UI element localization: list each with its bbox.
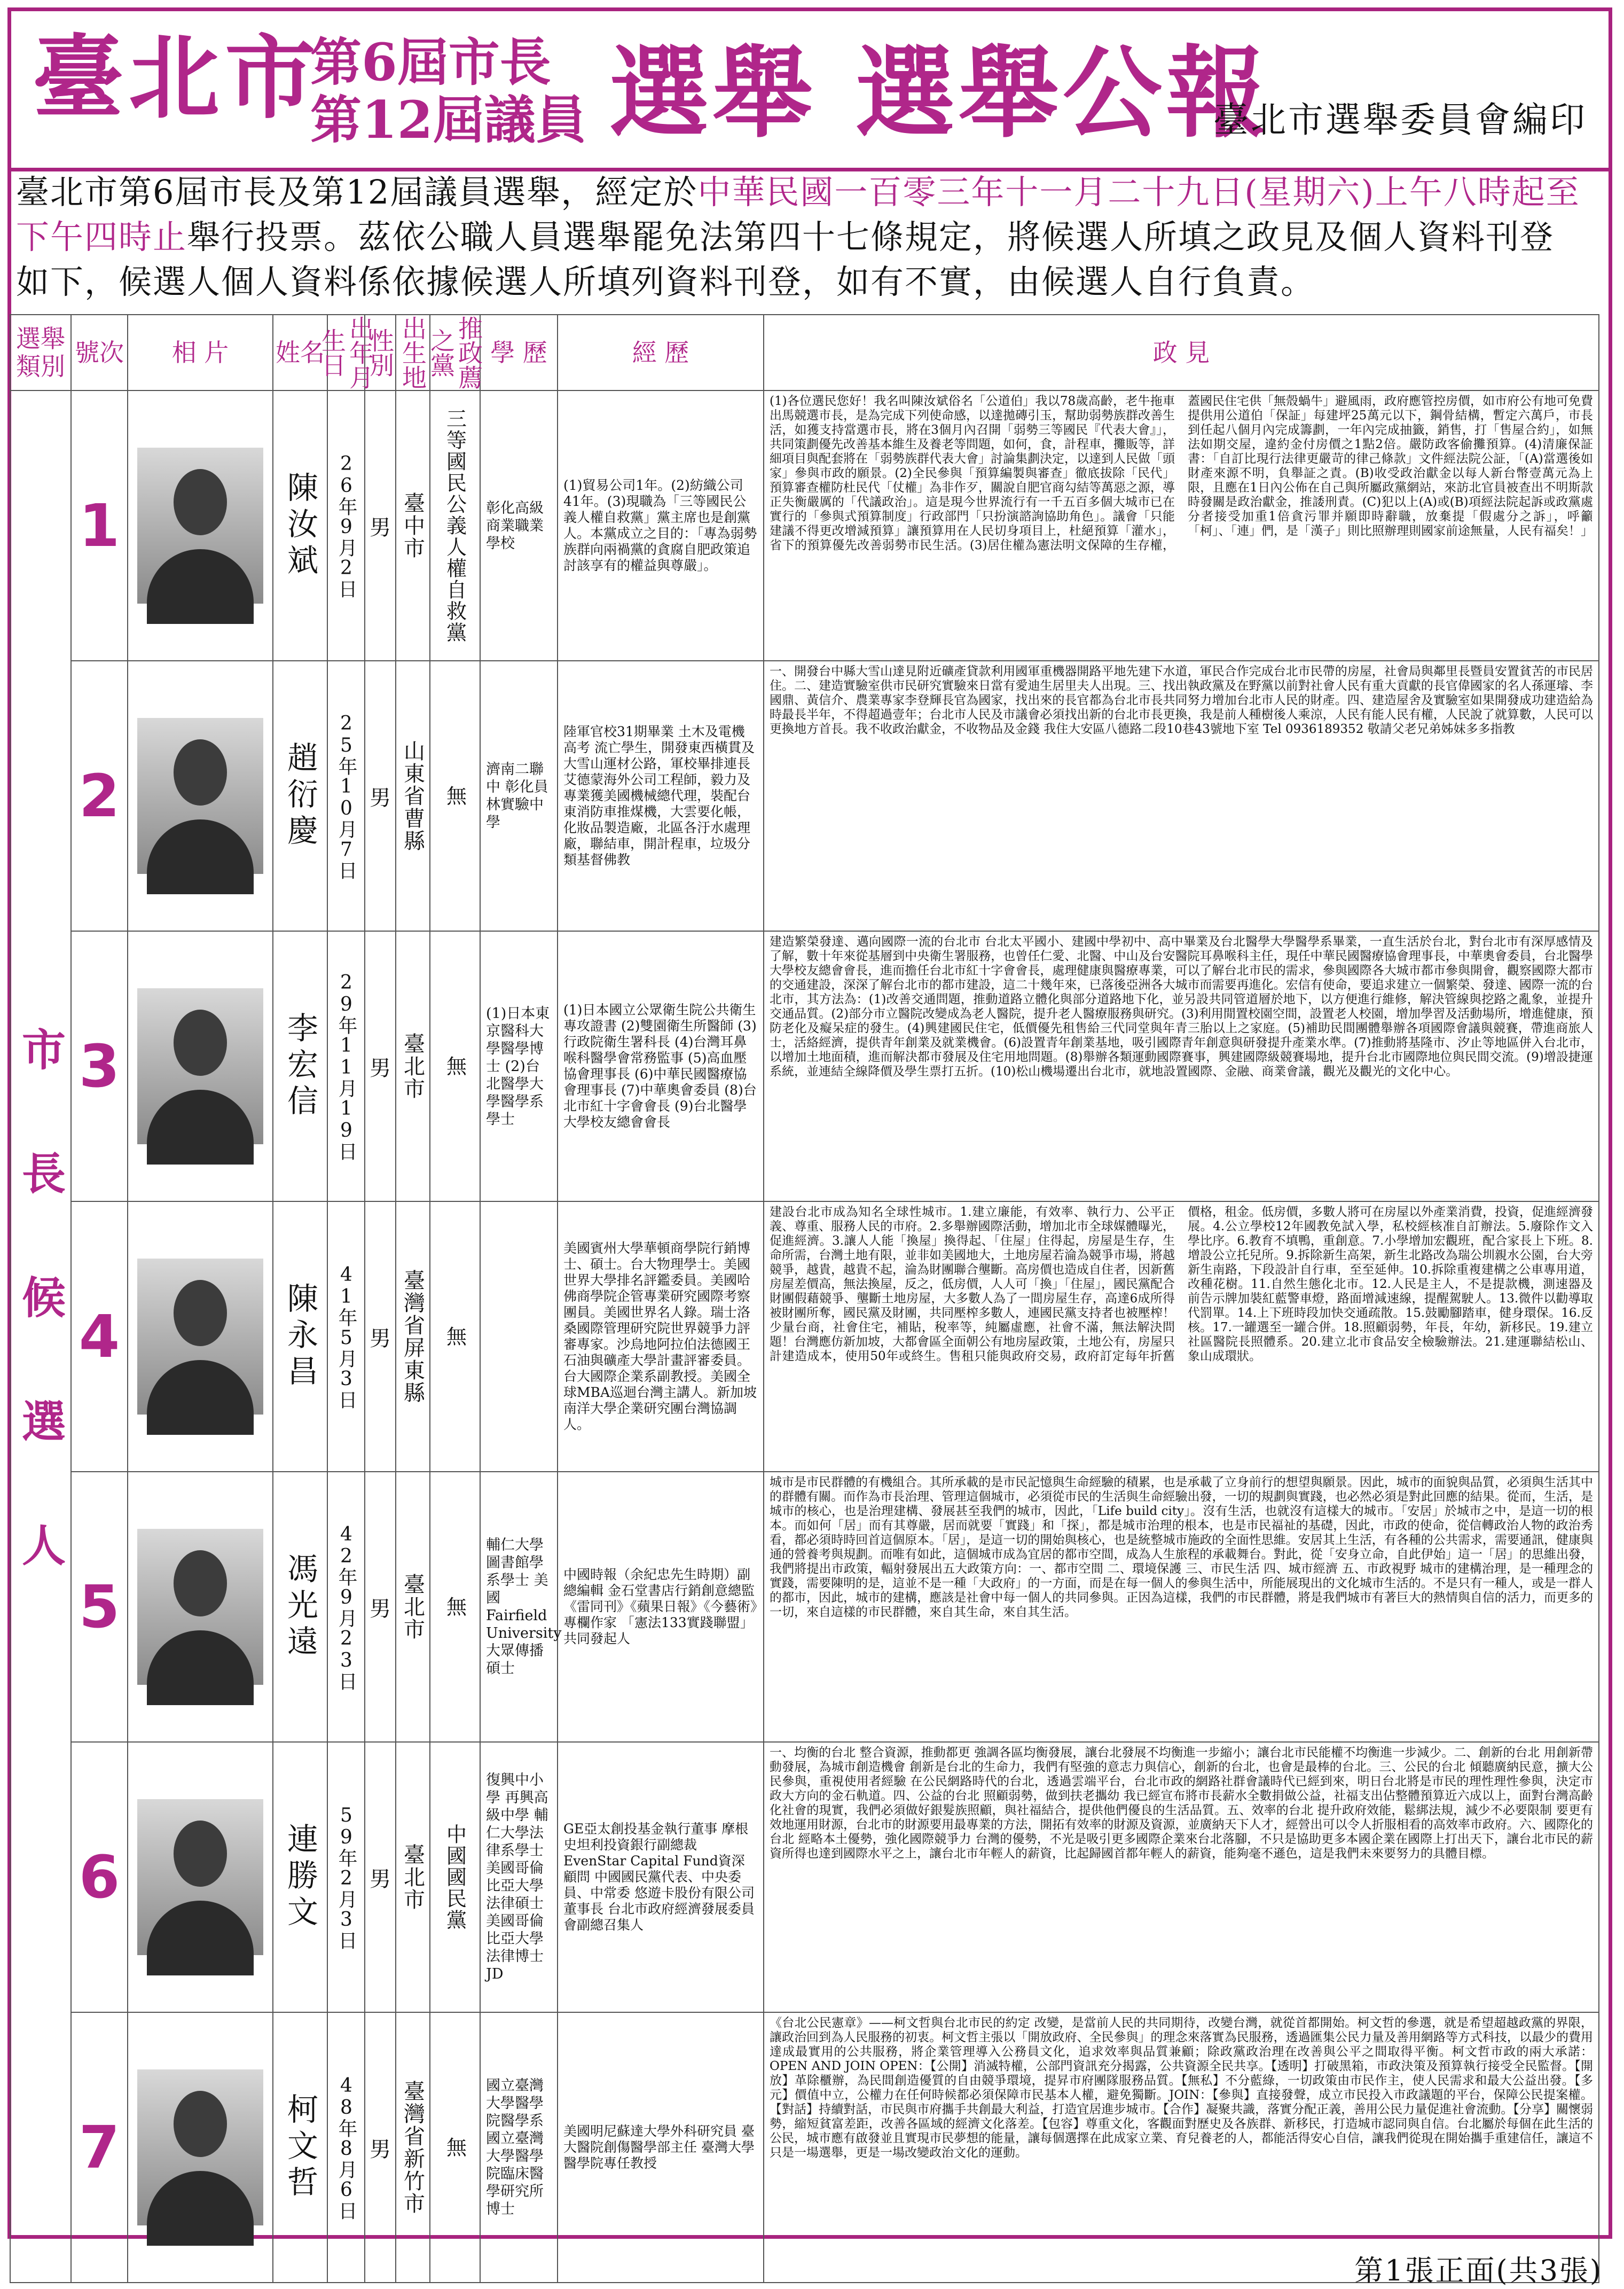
candidate-sex: 男 (370, 785, 391, 810)
candidate-number: 6 (71, 1742, 128, 2012)
candidate-number: 5 (71, 1472, 128, 1742)
candidate-birthplace: 臺北市 (400, 1843, 425, 1911)
candidate-number: 7 (71, 2012, 128, 2283)
candidate-photo (137, 448, 263, 604)
candidate-party: 無 (443, 1056, 467, 1077)
candidate-politics-cell (764, 1742, 1599, 2012)
candidate-politics: 《台北公民憲章》——柯文哲與台北市民的約定 改變，是當前人民的共同期待，改變台灣，就從首都開始。柯文哲的參選，就是希望超越政黨的界限，讓政治回到為人民服務的初衷。柯文哲主張以「開放政府、全民參與」的理念來落實為民服務，透過匯集公民力量及善用網路等方式科技，以最少的費用達成最實用的公共服務，將企業管理導入公務員文化，追求效率與品質兼顧；除政黨政治理在改善與公平之間取得平衡。柯文哲市政的兩大承諾：OPEN AND JOIN OPEN：【公開】消滅特權，公部門資訊充分揭露，公共資源全民共享。【透明】打破黑箱，市政決策及預算執行接受全民監督。【開放】革除櫃辦，為民間創造優質的自由競爭環境，提昇市府團隊服務品質。【無私】不分藍綠，一切政策由市民作主，使人民需求和最大公益出發。【多元】價值中立，公權力在任何時候都必須保障市民基本人權，避免獨斷。JOIN：【參與】直接發聲，成立市民投入市政議題的平台，保障公民提案權。【對話】持續對話，市民與市府攜手共創最大利益，打造宜居進步城市。【合作】凝聚共識，落實分配正義，善用公民力量促進社會流動。【分享】關懷弱勢，縮短貧富差距，改善各區域的經濟文化落差。【包容】尊重文化，客觀面對歷史及各族群、新移民，打造城市認同與自信。台北屬於每個在此生活的公民，城市應有啟發並且實現市民夢想的能量，讓每個選擇在此成家立業、育兒養老的人，都能活得安心自信，讓我們從現在開始攜手重建信任，讓這不只是一場選舉，更是一場改變政治文化的運動。 (770, 2016, 1593, 2160)
header-number: 號次 (71, 315, 128, 390)
bulletin-title: 選舉 選舉公報 (609, 34, 1270, 151)
election-category: 市長候選人 (10, 390, 71, 2283)
candidate-birthplace: 臺灣省屏東縣 (400, 1269, 425, 1404)
candidate-row (10, 931, 1599, 1201)
candidate-row (10, 1472, 1599, 1742)
candidate-sex: 男 (370, 1326, 391, 1351)
header-sex: 性別 (365, 315, 396, 390)
candidate-sex: 男 (370, 1596, 391, 1621)
bulletin-header (11, 11, 1609, 171)
election-terms (310, 34, 587, 149)
candidate-number: 3 (71, 931, 128, 1201)
candidate-birthplace: 臺中市 (400, 492, 425, 559)
candidate-name: 馮光遠 (282, 1552, 318, 1661)
candidate-party: 無 (443, 2137, 467, 2158)
candidate-education (480, 1201, 558, 1472)
candidate-politics: 建設台北市成為知名全球性城市。1.建立廉能，有效率、執行力、公平正義、尊重、服務人民的市府。2.多舉辦國際活動，增加北市全球媒體曝光，促進經濟。3.讓人人能「換屋」換得起、「住屋」住得起，房屋是生存，生命所需，台灣土地有限，並非如美國地大，土地房屋若淪為競爭市場，將越競爭，越貴，越貴不起，淪為財團聯合壟斷。高房價也造成自住者，因新舊房屋差價高，無法換屋，反之，低房價，人人可「換」「住屋」，國民黨配合財團假藉競爭、壟斷土地房屋，大多數人為了一間房屋生存，高達6成所得被財團所奪，國民黨及財團，共同壓榨多數人，連國民黨支持者也被壓榨！少量台商，社會住宅，補貼，稅率等，純屬虛應，社會不滿，無法解決問題！台灣應仿新加坡，大都會區全面朝公有地房屋政策，土地公有，房屋只計建造成本，使用50年或終生。售租只能與政府交易，政府訂定每年折舊價格，租金。低房價，多數人將可在房屋以外產業消費，投資，促進經濟發展。4.公立學校12年國教免試入學，私校經核准自訂辦法。5.廢除作文入學比序。6.教育不填鴨，重創意。7.小學增加宏觀班，配合家長上下班。8.增設公立托兒所。9.拆除新生高架，新生北路改為瑞公圳親水公園，台大旁新生南路，下段設計自行車，至至延伸。10.拆除重複建構之公車專用道，改種花樹。11.自然生態化北市。12.人民是主人，不是提款機，測速器及前告示牌加裝紅藍警車燈，路面增減速線，提醒駕駛人。13.微件以勸導取代罰單。14.上下班時段加快交通疏散。15.鼓勵腳踏車，健身環保。16.反核。17.一罐選至一罐合併。18.照顧弱勢，年長，年幼，新移民。19.建立社區醫院長照體系。20.建立北市食品安全檢驗辦法。21.建運聯結松山、象山成環狀。 (770, 1205, 1593, 1363)
candidate-name: 柯文哲 (282, 2093, 318, 2202)
candidate-experience: 中國時報（余紀忠先生時期）副總編輯 金石堂書店行銷創意總監 《雷同刊》《蘋果日報》《今藝術》專欄作家 「憲法133實踐聯盟」共同發起人 (558, 1472, 764, 1742)
candidate-education: 復興中小學 再興高級中學 輔仁大學法律系學士 美國哥倫比亞大學法律碩士 美國哥倫比亞大學法律博士JD (480, 1742, 558, 2012)
editor-credit: 臺北市選舉委員會編印 (1213, 99, 1587, 140)
candidate-photo (137, 718, 263, 874)
candidate-sex: 男 (370, 1866, 391, 1892)
candidate-politics-cell (764, 390, 1599, 661)
candidate-name: 趙衍慶 (282, 741, 318, 850)
candidate-dob: 26年9月2日 (335, 453, 357, 598)
header-experience: 經 歷 (558, 315, 764, 390)
candidate-party: 三等國民公義人權自救黨 (443, 408, 467, 643)
header-photo: 相 片 (128, 315, 273, 390)
candidate-education: (1)日本東京醫科大學醫學博士 (2)台北醫學大學醫學系學士 (480, 931, 558, 1201)
header-dob: 出年月生日 (318, 316, 374, 389)
candidate-birthplace: 臺北市 (400, 1573, 425, 1640)
candidate-politics-cell (764, 661, 1599, 931)
candidate-row (10, 2012, 1599, 2283)
candidate-photo-cell (128, 390, 273, 661)
candidate-experience: (1)貿易公司1年。(2)紡織公司41年。(3)現職為「三等國民公義人權自救黨」黨主席也是創黨人。本黨成立之目的：「專為弱勢族群向兩禍黨的貪腐自肥政策追討該享有的權益與尊嚴」。 (558, 390, 764, 661)
candidate-name: 陳汝斌 (282, 471, 318, 580)
candidate-sex: 男 (370, 515, 391, 540)
candidate-politics: (1)各位選民您好！我名叫陳汝斌俗名「公道伯」我以78歲高齡，老牛拖車出馬競選市長，是為完成下列使命感，以達拋磚引玉，幫助弱勢族群改善生活，如獲支持當選市長，將在3個月內召開「弱勢三等國民『代表大會』」，共同策劃優先改善基本維生及養老等問題，如何，食，計程車，攤販等，詳細項目與配套將在「弱勢族群代表大會」討論集劃決定，以達到人民做「頭家」參與市政的願景。(2)全民參與「預算編製與審查」徹底拔除「民代」預算審查權防杜民代「仗權」為非作歹，關說自肥官商勾結等萬惡之源，導正失衡嚴厲的「代議政治」。這是現今世界流行有一千五百多個大城市已在實行的「參與式預算制度」行政部門「只扮演諮詢協助角色」。議會「只能建議不得更改增減預算」讓預算用在人民切身項目上，杜絕預算「灌水」，省下的預算優先改善弱勢市民生活。(3)居住權為憲法明文保障的生存權，蓋國民住宅供「無殼蝸牛」避風雨，政府應管控房價，如市府公有地可免費提供用公道伯「保証」每建坪25萬元以下，鋼骨結構，暫定六萬戶，市長到任起八個月內完成籌劃，一年內完成抽籤，銷售，打「售屋合約」，如無法如期交屋，違約金付房價之1點2倍。嚴防政客偷攤預算。(4)清廉保証書：「自訂比現行法律更嚴苛的律己條款」文件經法院公証，「(A)當選後如財產來源不明，負舉証之責。(B)收受政治獻金以每人新台幣壹萬元為上限，且應在1日內公佈在自己與所屬政黨網站，來訪北官員被查出不明斯款時發關是政治獻金，推諉刑責。(C)犯以上(A)或(B)項經法院起訴或政黨處分者接受加重1倍貪污罪并願即時辭職，放棄提「假處分之訴」，呼籲「柯」、「連」們，是「漢子」則比照辦理則國家前途無量，人民有福矣！」 (770, 394, 1593, 552)
candidate-dob: 42年9月23日 (335, 1523, 357, 1691)
table-header-row (10, 315, 1599, 390)
candidate-name: 李宏信 (282, 1012, 318, 1121)
candidate-photo-cell (128, 1742, 273, 2012)
candidate-photo (137, 988, 263, 1144)
candidate-birthplace: 臺灣省新竹市 (400, 2080, 425, 2215)
candidate-photo (137, 2069, 263, 2225)
candidate-table (10, 314, 1599, 2283)
candidate-photo-cell (128, 1201, 273, 1472)
candidate-education: 濟南二聯中 彰化員林實驗中學 (480, 661, 558, 931)
candidate-photo-cell (128, 1472, 273, 1742)
header-name: 姓名 (273, 315, 327, 390)
candidate-politics: 城市是市民群體的有機組合。其所承載的是市民記憶與生命經驗的積累，也是承載了立身前行的想望與願景。因此，城市的面貌與品質，必須與生活其中的群體有關。而作為市長治理、管理這個城市，必須從市民的生活與生命經驗出發，一切的規劃與實踐，也必然必須是對此回應的結果。從而，生活，是城市的核心，也是治理建構、發展甚至我們的城市，因此，「Life build city」。沒有生活，也就沒有這樣大的城市。「安居」於城市之中，是這一切的根本。而如何「居」而有其尊嚴，居而就要「實踐」和「探」，都是城市治理的根本，也是市民福祉的基礎，因此，市政的使命，從信轉政治人物的政治秀看，都必須時時回首這個原本。「居」，是這一切的開始與核心，也是統整城市施政的全面性思維。安居其上生活，有各種的公共需求，需要通訊，健康與通的營養考與規劃。而唯有如此，這個城市成為宜居的都市空間，成為人生旅程的承載舞台。對此，從「安身立命，自此伊始」這一「居」的思維出發，我們將提出市政策，輻射發展出五大政策方向：一、都市空間 二、環境保護 三、市民生活 四、城市經濟 五、市政視野 城市的建構治理，是一種理念的實踐，需要陳明的是，這並不是一種「大政府」的一方面，而是在每一個人的參與生活中，所能展現出的文化城市生活的。不是只有一種人，或是一群人的都市，因此，城市的建構，應該是社會中每一個人的共同參與。正因為這樣，我們的市民群體，將是我們城市有著巨大的熱情與自信的活力，而更多的一切，來自這樣的市民群體，來自其生命，來自其生活。 (770, 1475, 1593, 1619)
candidate-dob: 29年11月19日 (335, 972, 357, 1161)
header-education: 學 歷 (480, 315, 558, 390)
candidate-experience: (1)日本國立公眾衛生院公共衛生專攻證書 (2)雙園衛生所醫師 (3)行政院衛生署科長 (4)台灣耳鼻喉科醫學會常務監事 (5)高血壓協會理事長 (6)中華民國醫療協會理事長 (7)中華奧會委員 (8)台北市紅十字會會長 (9)台北醫學大學校友總會會長 (558, 931, 764, 1201)
candidate-row (10, 1201, 1599, 1472)
candidate-name: 連勝文 (282, 1823, 318, 1932)
candidate-politics-cell (764, 1472, 1599, 1742)
candidate-politics-cell (764, 931, 1599, 1201)
candidate-number: 1 (71, 390, 128, 661)
candidate-politics: 一、開發台中縣大雪山達見附近礦產貸款利用國軍重機器開路平地先建下水道，軍民合作完成台北市民帶的房屋，社會局與鄰里長暨員安置貧苦的市民居住。二、建造實驗室供市民研究實驗來日當有愛迪生居里夫人出現。三、找出執政黨及在野黨以前對社會人民有重大貢獻的長官偉國家的名人孫運璿、李國鼎、黃信介、農業專家李登輝長官為國家，找出來的長官都為台北市長共同努力增加台北市人民的財產。四、建造屋舍及實驗室如果開發成功建造給為時最長半年，不得超過壹年；台北市人民及市議會必須找出新的台北市長更換，我是前人種樹後人乘涼，人民有能人民有權，人民說了就算數，人民可以更換地方首長。我不收政治獻金，不收物品及金錢 我住大安區八德路二段10巷43號地下室 Tel 0936189352 敬請父老兄弟姊妹多多指教 (770, 665, 1593, 736)
header-birthplace: 出生地 (396, 315, 430, 390)
candidate-sex: 男 (370, 1056, 391, 1081)
candidate-sex: 男 (370, 2137, 391, 2162)
candidate-birthplace: 臺北市 (400, 1033, 425, 1100)
header-party: 推政薦之黨 (427, 316, 483, 389)
candidate-birthplace: 山東省曹縣 (400, 740, 425, 852)
candidate-politics-cell (764, 2012, 1599, 2283)
candidate-row (10, 1742, 1599, 2012)
candidate-dob: 48年8月6日 (335, 2075, 357, 2220)
intro-after: 舉行投票。茲依公職人員選舉罷免法第四十七條規定，將候選人所填之政見及個人資料刊登如下，候選人個人資料係依據候選人所填列資料刊登，如有不實，由候選人自行負責。 (16, 217, 1555, 301)
candidate-politics-cell (764, 1201, 1599, 1472)
candidate-education: 國立臺灣大學醫學院醫學系 國立臺灣大學醫學院臨床醫學研究所博士 (480, 2012, 558, 2283)
candidate-number: 4 (71, 1201, 128, 1472)
candidate-dob: 59年2月3日 (335, 1804, 357, 1950)
candidate-experience: 美國賓州大學華頓商學院行銷博士、碩士。台大物理學士。美國世界大學排名評鑑委員。美國哈佛商學院企管專業研究國際考察團員。美國世界名人錄。瑞士洛桑國際管理研究院世界競爭力評審專家。沙烏地阿拉伯法德國王石油與礦產大學計畫評審委員。台大國際企業系副教授。美國全球MBA巡迴台灣主講人。新加坡南洋大學企業研究團台灣協調人。 (558, 1201, 764, 1472)
intro-paragraph (16, 170, 1581, 304)
candidate-dob: 25年10月7日 (335, 712, 357, 880)
header-politics: 政 見 (764, 315, 1599, 390)
candidate-politics: 一、均衡的台北 整合資源，推動都更 強調各區均衡發展，讓台北發展不均衡進一步縮小；讓台北市民能權不均衡進一步減少。二、創新的台北 用創新帶動發展，為城市創造機會 創新是台北的生命力，我們有堅強的意志力與信心，創新的台北，也會是最棒的台北。三、公民的台北 傾聽廣納民意，擴大公民參與，重視使用者經驗 在公民網路時代的台北，透過雲端平台，台北市政的網路社群會議時代已經到來，明日台北將是市民的理性理性參與，決定市政大方向的金石軌道。四、公益的台北 照顧弱勢，做到扶老攜幼 我已經宣布將市長薪水全數捐做公益，社福支出佔整體預算近六成以上，面對台灣高齡化社會的現實，我們必須做好銀髮族照顧，與社福結合，提供他們優良的生活品質。五、效率的台北 提升政府效能，鬆綁法規，減少不必要限制 要更有效地運用財源，台北市的財源要用最專業的方法，開拓有效率的財源及資源，並廣納天下人才，經營出可以令人折服相看的高效率市政府。六、國際化的台北 經略本土優勢，強化國際競爭力 台灣的優勢，不光是吸引更多國際企業來台北落腳，不只是協助更多本國企業在國際上打出天下，讓台北市民的薪資所得也達到國際水平之上，讓台北市年輕人的薪資，比起歸國首都年輕人的薪資，能夠毫不遜色，這是我們未來要努力的具體目標。 (770, 1746, 1593, 1861)
candidate-party: 中國國民黨 (443, 1824, 467, 1931)
city-title: 臺北市 (33, 25, 321, 131)
candidate-experience: GE亞太創投基金執行董事 摩根史坦利投資銀行副總裁 EvenStar Capital Fund資深顧問 中國國民黨代表、中央委員、中常委 悠遊卡股份有限公司董事長 台北市政府經濟發展委員會副總召集人 (558, 1742, 764, 2012)
candidate-row (10, 661, 1599, 931)
candidate-name: 陳永昌 (282, 1282, 318, 1391)
candidate-politics: 建造繁榮發達、邁向國際一流的台北市 台北太平國小、建國中學初中、高中畢業及台北醫學大學醫學系畢業，一直生活於台北，對台北市有深厚感情及了解，數十年來從基層到中央衛生署服務，也曾任仁愛、北醫、中山及台安醫院耳鼻喉科主任，現任中華民國醫療協會理事長，中華奧會委員，台北醫學大學校友總會會長，進而擔任台北市紅十字會會長，處理健康與醫療專業，可以了解台北市民的需求，參與國際各大城市都市參與開會，觀察國際大都市的交通建設，深深了解台北市的都市建設，這二十幾年來，已落後亞洲各大城市而需要再進化。宏信有使命，要追求建立一個繁榮、發達、國際一流的台北市，其方法為：(1)改善交通問題，推動道路立體化與部分道路地下化，並另設共同管道層於地下，以方便進行維修，解決管線與挖路之亂象，並提升交通品質。(2)部分市立醫院改變成為老人醫院，提升老人醫療服務與研究。(3)利用閒置校園空間，設置老人校園，增加學習及活動場所，增進健康，預防老化及癡呆症的發生。(4)興建國民住宅，低價優先租售給三代同堂與年青三胎以上之家庭。(5)補助民間團體舉辦各項國際會議與競賽，帶進商旅人士，活絡經濟，提供青年創業及就業機會。(6)設置青年創業基地，吸引國際青年創意與研發提升產業水準。(7)推動將基隆市、汐止等地區併入台北市，以增加土地面積，進而解決都市發展及住宅用地問題。(8)舉辦各類運動國際賽事，興建國際級競賽場地，提升台北市國際地位與民間交流。(9)增設捷運系統，並連結全線降價及學生票打五折。(10)松山機場遷出台北市，就地設置國際、金融、商業會議，觀光及觀光的文化中心。 (770, 935, 1593, 1079)
candidate-party: 無 (443, 1326, 467, 1347)
candidate-education: 輔仁大學圖書館學系學士 美國Fairfield University大眾傳播碩士 (480, 1472, 558, 1742)
intro-highlight: 中華民國一百零三年十一月二十九日(星期六)上午八時起至下午四時止 (16, 173, 1580, 256)
term-mayor: 第6屆市長 (310, 32, 551, 92)
candidate-experience: 美國明尼蘇達大學外科研究員 臺大醫院創傷醫學部主任 臺灣大學醫學院專任教授 (558, 2012, 764, 2283)
header-category: 選舉類別 (10, 315, 71, 390)
candidate-number: 2 (71, 661, 128, 931)
candidate-photo-cell (128, 931, 273, 1201)
intro-before: 臺北市第6屆市長及第12屆議員選舉，經定於 (16, 173, 698, 212)
candidate-photo (137, 1529, 263, 1685)
candidate-party: 無 (443, 785, 467, 807)
page-footer: 第1張正面(共3張) (1354, 2254, 1603, 2287)
candidate-photo-cell (128, 661, 273, 931)
candidate-experience: 陸軍官校31期畢業 土木及電機高考 流亡學生，開發東西橫貫及大雪山運材公路，軍校畢排連長 艾德蒙海外公司工程師，毅力及專業獲美國機械總代理，裝配台東消防車推煤機，大雲要化帳，化妝品製造廠，北區各汙水處理廠，聯結車，開計程車，垃圾分類基督佛教 (558, 661, 764, 931)
candidate-dob: 41年5月3日 (335, 1264, 357, 1409)
candidate-row (10, 390, 1599, 661)
candidate-photo (137, 1259, 263, 1415)
candidate-party: 無 (443, 1596, 467, 1618)
candidate-photo (137, 1799, 263, 1955)
candidate-photo-cell (128, 2012, 273, 2283)
candidate-education: 彰化高級商業職業學校 (480, 390, 558, 661)
term-council: 第12屆議員 (310, 89, 587, 150)
